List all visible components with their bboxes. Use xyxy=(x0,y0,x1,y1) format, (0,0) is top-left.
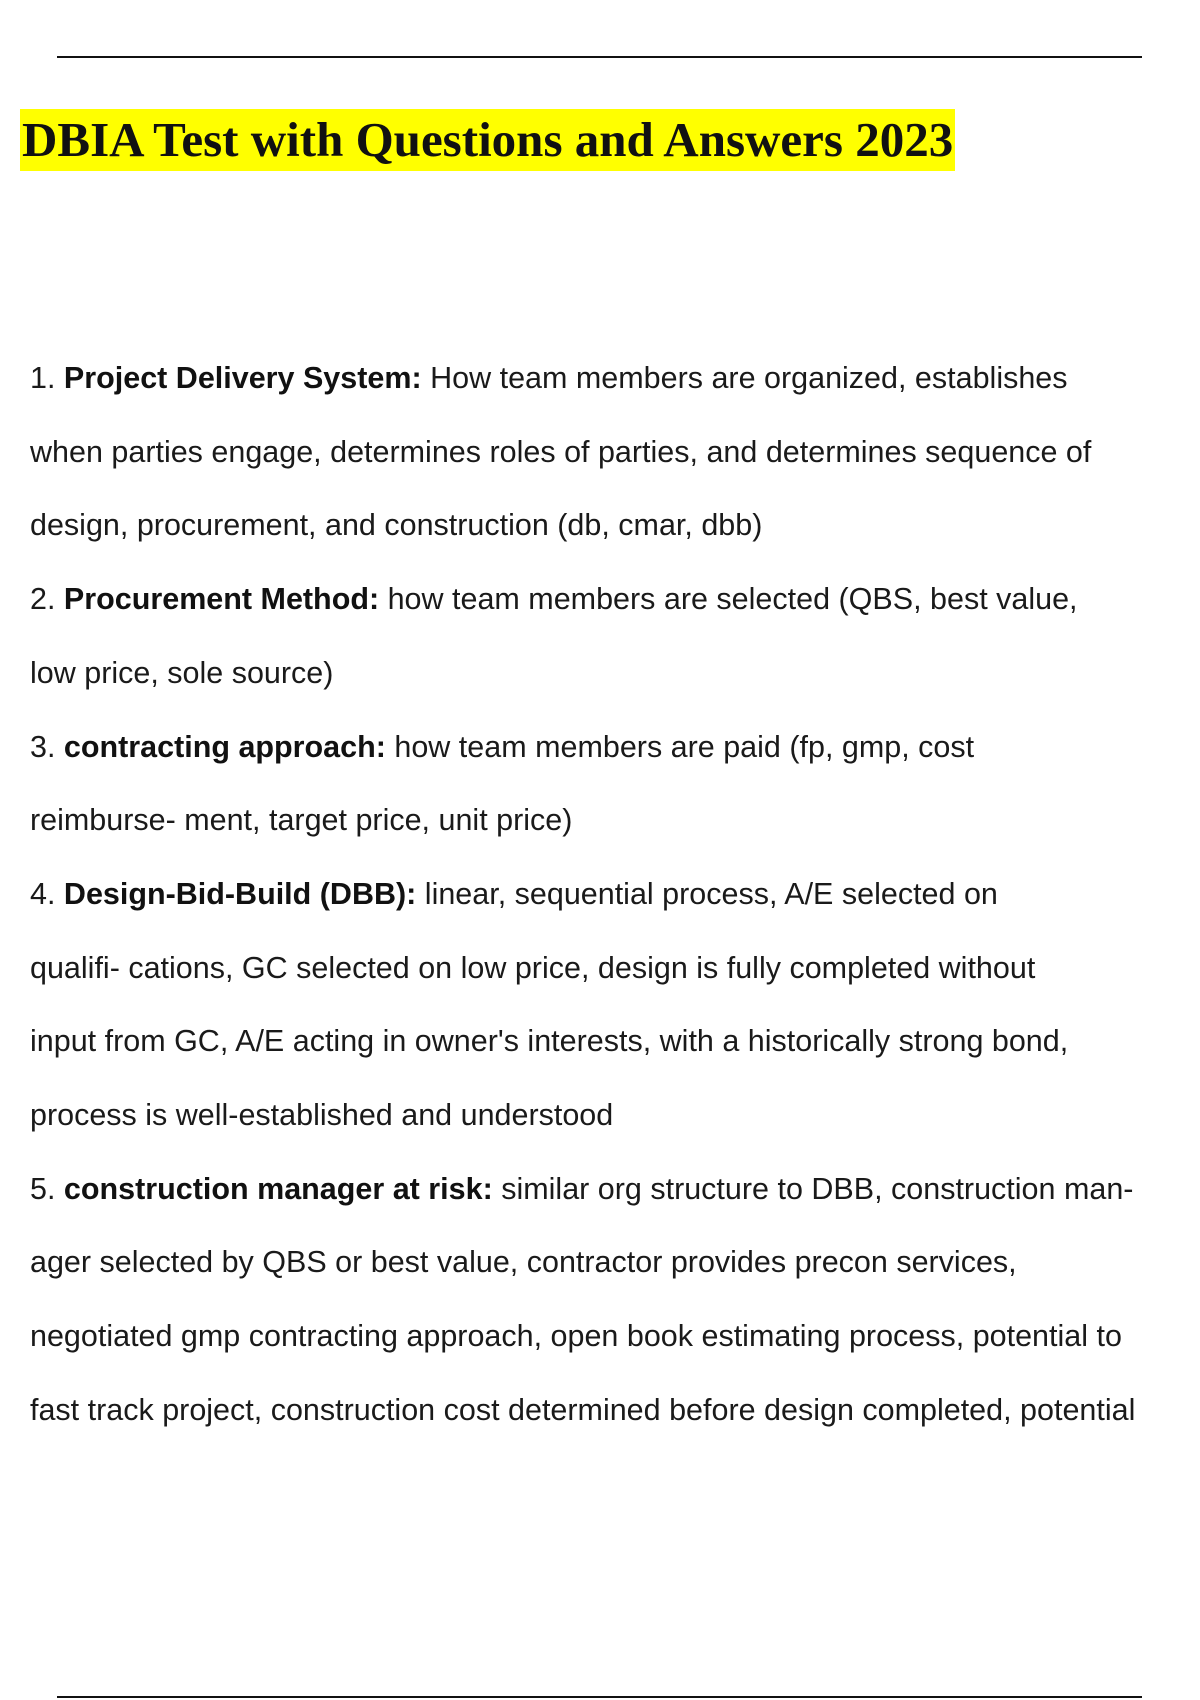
entry-first-line xyxy=(30,563,1200,637)
entry-number: 4. xyxy=(30,876,56,911)
document-title: DBIA Test with Questions and Answers 2023 xyxy=(22,112,954,167)
entry-text: similar org structure to DBB, construction man- xyxy=(492,1171,1134,1206)
entry-text: how team members are selected (QBS, best value, xyxy=(379,582,1078,617)
qa-entry xyxy=(30,711,1200,858)
entry-text: fast track project, construction cost determined before design completed, potential xyxy=(30,1392,1136,1427)
entry-term: Project Delivery System: xyxy=(63,361,422,395)
qa-entry xyxy=(30,1153,1200,1448)
entry-first-line xyxy=(30,342,1200,416)
entry-number: 1. xyxy=(30,361,56,395)
entry-text: qualifi- cations, GC selected on low price, design is fully completed without xyxy=(30,950,1036,985)
entry-first-line xyxy=(30,858,1200,932)
entry-first-line xyxy=(30,711,1200,785)
entry-term: construction manager at risk: xyxy=(63,1171,493,1206)
entry-number: 2. xyxy=(30,582,56,617)
entry-text: How team members are organized, establishes xyxy=(421,361,1068,395)
qa-entry xyxy=(30,563,1200,710)
entry-text: ager selected by QBS or best value, contractor provides precon services, xyxy=(30,1245,1017,1280)
entry-number: 3. xyxy=(30,729,56,764)
entry-text: linear, sequential process, A/E selected on xyxy=(416,876,998,911)
entry-text: negotiated gmp contracting approach, open book estimating process, potential to xyxy=(30,1319,1122,1354)
entry-term: contracting approach: xyxy=(63,729,386,764)
entry-text: design, procurement, and construction (db, cmar, dbb) xyxy=(30,508,763,543)
title-highlight xyxy=(20,109,955,171)
entry-text: how team members are paid (fp, gmp, cost xyxy=(385,729,975,764)
bottom-rule xyxy=(57,1696,1142,1698)
entry-text: input from GC, A/E acting in owner's interests, with a historically strong bond, xyxy=(30,1024,1069,1059)
top-rule xyxy=(57,56,1142,58)
entry-text: process is well-established and understood xyxy=(30,1098,614,1133)
qa-entry xyxy=(30,342,1200,563)
entry-text: low price, sole source) xyxy=(30,655,334,690)
entry-text: reimburse- ment, target price, unit price) xyxy=(30,803,573,838)
entry-text: when parties engage, determines roles of parties, and determines sequence of xyxy=(30,434,1092,469)
qa-entry xyxy=(30,858,1200,1153)
entry-term: Procurement Method: xyxy=(63,582,380,617)
entry-term: Design-Bid-Build (DBB): xyxy=(63,876,417,911)
qa-list xyxy=(30,342,1200,1448)
entry-number: 5. xyxy=(30,1171,56,1206)
entry-first-line xyxy=(30,1153,1200,1227)
